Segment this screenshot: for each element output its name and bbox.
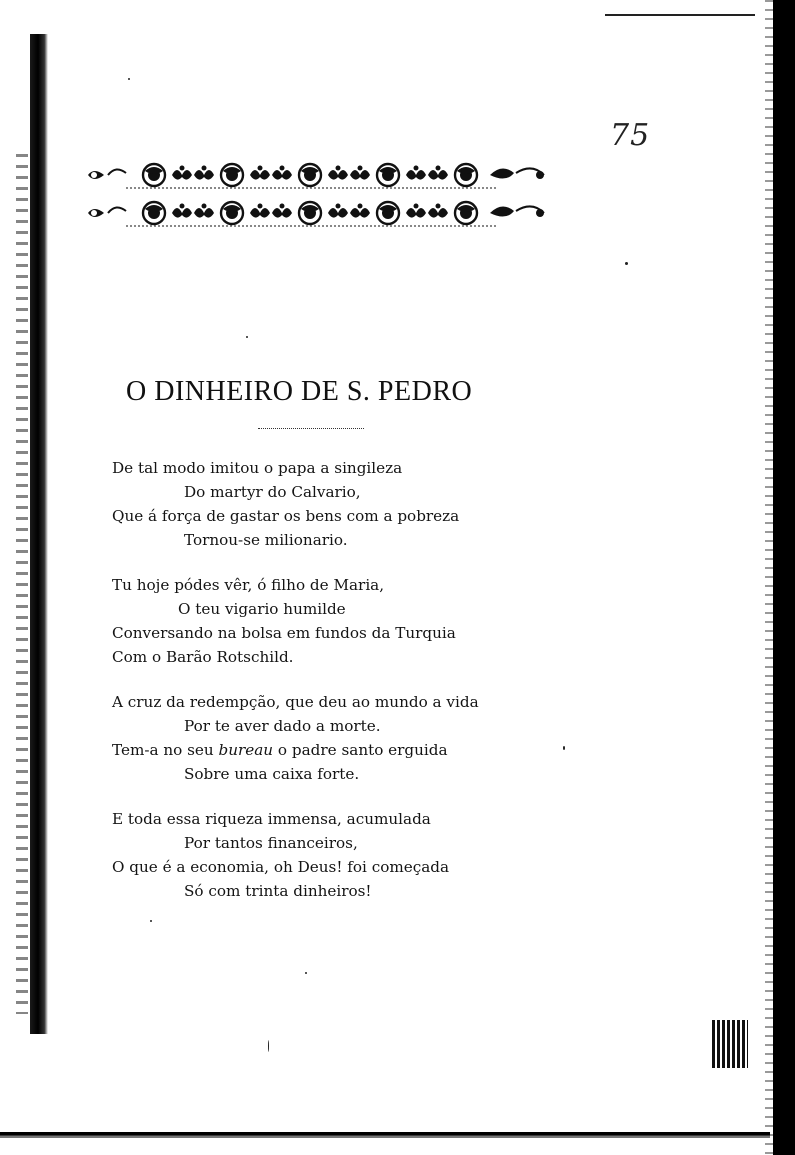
verse-line: Do martyr do Calvario, [184,483,361,501]
verse-text: Tem-a no seu [112,741,219,759]
verse-line: Por te aver dado a morte. [184,717,381,735]
verse-text: o padre santo erguida [273,741,448,759]
stanza-4 [112,807,532,903]
scan-bottom-edge [0,1132,770,1138]
ornamental-header-band [86,155,552,235]
scan-corner-marks [712,1020,748,1068]
verse-line: Sobre uma caixa forte. [184,765,360,783]
scan-speck [246,336,248,338]
verse-line: E toda essa riqueza immensa, acumulada [112,810,431,828]
poem-body [112,456,532,924]
verse-line: Tu hoje pódes vêr, ó filho de Maria, [112,576,385,594]
poem-title: O DINHEIRO DE S. PEDRO [126,376,473,407]
verse-line: Que á força de gastar os bens com a pobreza [112,507,460,525]
scan-right-edge [773,0,795,1155]
stanza-3 [112,690,532,786]
verse-line: Conversando na bolsa em fundos da Turquia [112,624,456,642]
scan-top-mark [605,14,755,16]
verse-line: O teu vigario humilde [178,600,346,618]
verse-line: Tornou-se milionario. [184,531,348,549]
verse-line: O que é a economia, oh Deus! foi começada [112,858,450,876]
verse-line: Com o Barão Rotschild. [112,648,294,666]
stanza-1 [112,456,532,552]
scan-speck [305,972,307,974]
scan-right-edge-shadow [765,0,773,1155]
scan-speck [625,262,628,265]
verse-line: Só com trinta dinheiros! [184,882,372,900]
verse-line: De tal modo imitou o papa a singileza [112,459,403,477]
title-divider [258,428,364,429]
stanza-2 [112,573,532,669]
verse-line: Por tantos financeiros, [184,834,358,852]
verse-line: A cruz da redempção, que deu ao mundo a vida [112,693,479,711]
verse-line [112,738,532,762]
scan-left-edge [30,34,48,1034]
scan-speck [268,1040,269,1052]
verse-italic-word: bureau [218,741,274,759]
scan-speck [563,746,565,750]
scan-speck [150,920,152,922]
page-number: 75 [610,118,651,153]
scan-speck [128,78,130,80]
